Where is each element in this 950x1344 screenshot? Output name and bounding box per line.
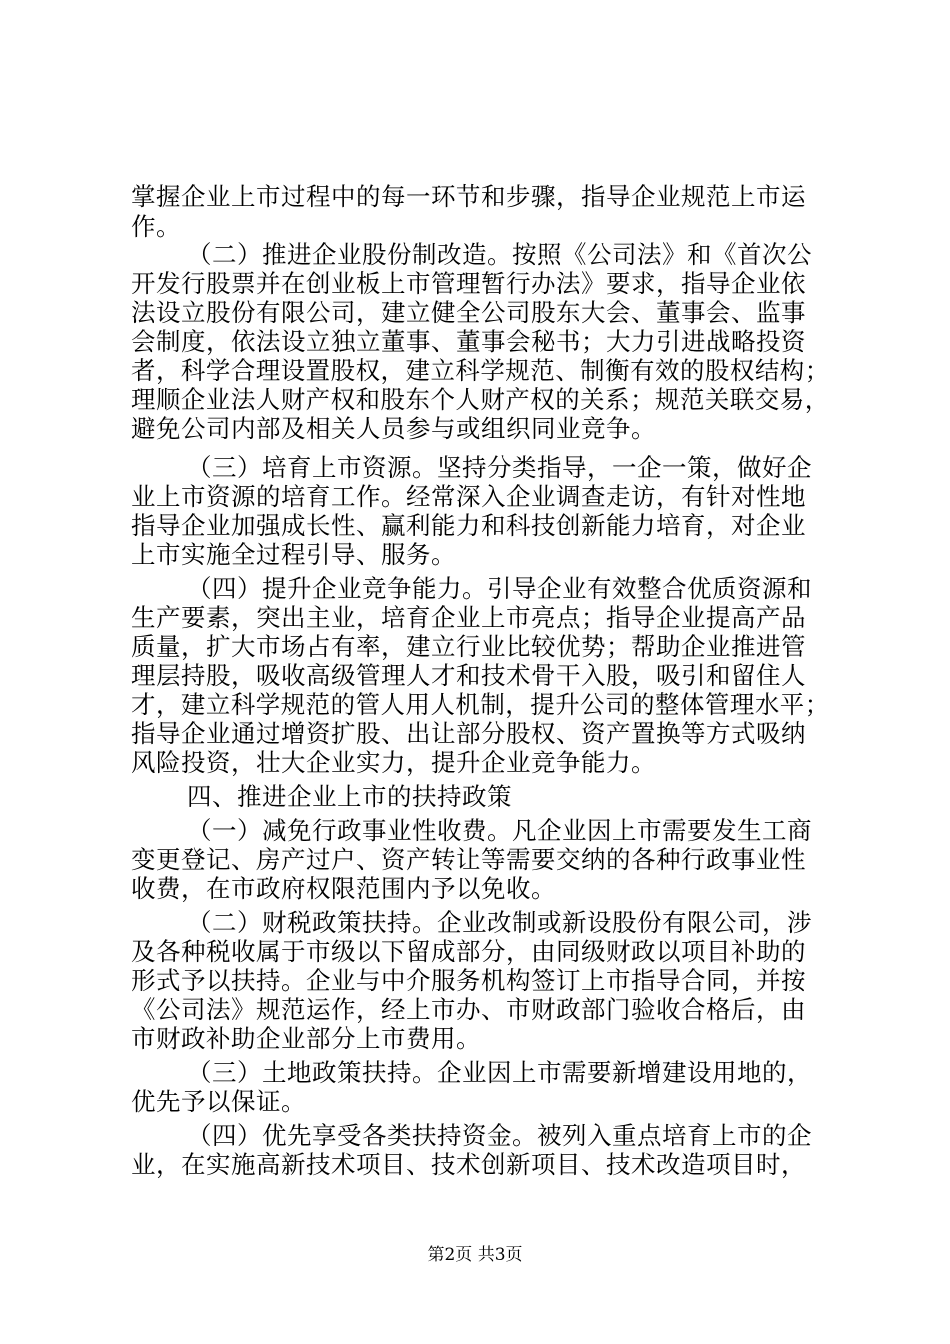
text-line: （四）提升企业竞争能力。引导企业有效整合优质资源和 [187, 574, 812, 603]
text-line: 上市实施全过程引导、服务。 [131, 540, 456, 569]
text-line: （一）减免行政事业性收费。凡企业因上市需要发生工商 [187, 816, 812, 845]
text-line: 才，建立科学规范的管人用人机制，提升公司的整体管理水平； [131, 690, 830, 719]
text-line: 业上市资源的培育工作。经常深入企业调查走访，有针对性地 [131, 482, 806, 511]
text-line: 者，科学合理设置股权，建立科学规范、制衡有效的股权结构； [131, 356, 830, 385]
text-line: 指导企业加强成长性、赢利能力和科技创新能力培育，对企业 [131, 511, 806, 540]
text-line: 变更登记、房产过户、资产转让等需要交纳的各种行政事业性 [131, 845, 806, 874]
text-line: （四）优先享受各类扶持资金。被列入重点培育上市的企 [187, 1121, 812, 1150]
text-line: 理层持股，吸收高级管理人才和技术骨干入股，吸引和留住人 [131, 661, 806, 690]
text-line: 理顺企业法人财产权和股东个人财产权的关系；规范关联交易， [131, 385, 830, 414]
text-line: （三）土地政策扶持。企业因上市需要新增建设用地的， [187, 1058, 812, 1087]
text-line: 市财政补助企业部分上市费用。 [131, 1024, 481, 1053]
text-line: 质量，扩大市场占有率，建立行业比较优势；帮助企业推进管 [131, 632, 806, 661]
page-footer: 第2页 共3页 [427, 1245, 523, 1265]
section-heading: 四、推进企业上市的扶持政策 [187, 782, 512, 811]
text-line: 指导企业通过增资扩股、出让部分股权、资产置换等方式吸纳 [131, 719, 806, 748]
text-line: 业，在实施高新技术项目、技术创新项目、技术改造项目时， [131, 1150, 806, 1179]
text-line: 避免公司内部及相关人员参与或组织同业竞争。 [131, 414, 656, 443]
text-line: 形式予以扶持。企业与中介服务机构签订上市指导合同，并按 [131, 966, 806, 995]
text-line: 法设立股份有限公司，建立健全公司股东大会、董事会、监事 [131, 298, 806, 327]
text-line: 及各种税收属于市级以下留成部分，由同级财政以项目补助的 [131, 937, 806, 966]
text-line: 收费，在市政府权限范围内予以免收。 [131, 874, 556, 903]
text-line: （二）推进企业股份制改造。按照《公司法》和《首次公 [187, 240, 812, 269]
text-line: 优先予以保证。 [131, 1087, 306, 1116]
text-line: （三）培育上市资源。坚持分类指导，一企一策，做好企 [187, 453, 812, 482]
text-line: （二）财税政策扶持。企业改制或新设股份有限公司，涉 [187, 908, 812, 937]
text-line: 风险投资，壮大企业实力，提升企业竞争能力。 [131, 748, 656, 777]
text-line: 生产要素，突出主业，培育企业上市亮点；指导企业提高产品 [131, 603, 806, 632]
text-line: 掌握企业上市过程中的每一环节和步骤，指导企业规范上市运 [131, 182, 806, 211]
text-line: 《公司法》规范运作，经上市办、市财政部门验收合格后，由 [131, 995, 806, 1024]
text-line: 开发行股票并在创业板上市管理暂行办法》要求，指导企业依 [131, 269, 806, 298]
text-line: 会制度，依法设立独立董事、董事会秘书；大力引进战略投资 [131, 327, 806, 356]
text-line: 作。 [131, 212, 181, 241]
